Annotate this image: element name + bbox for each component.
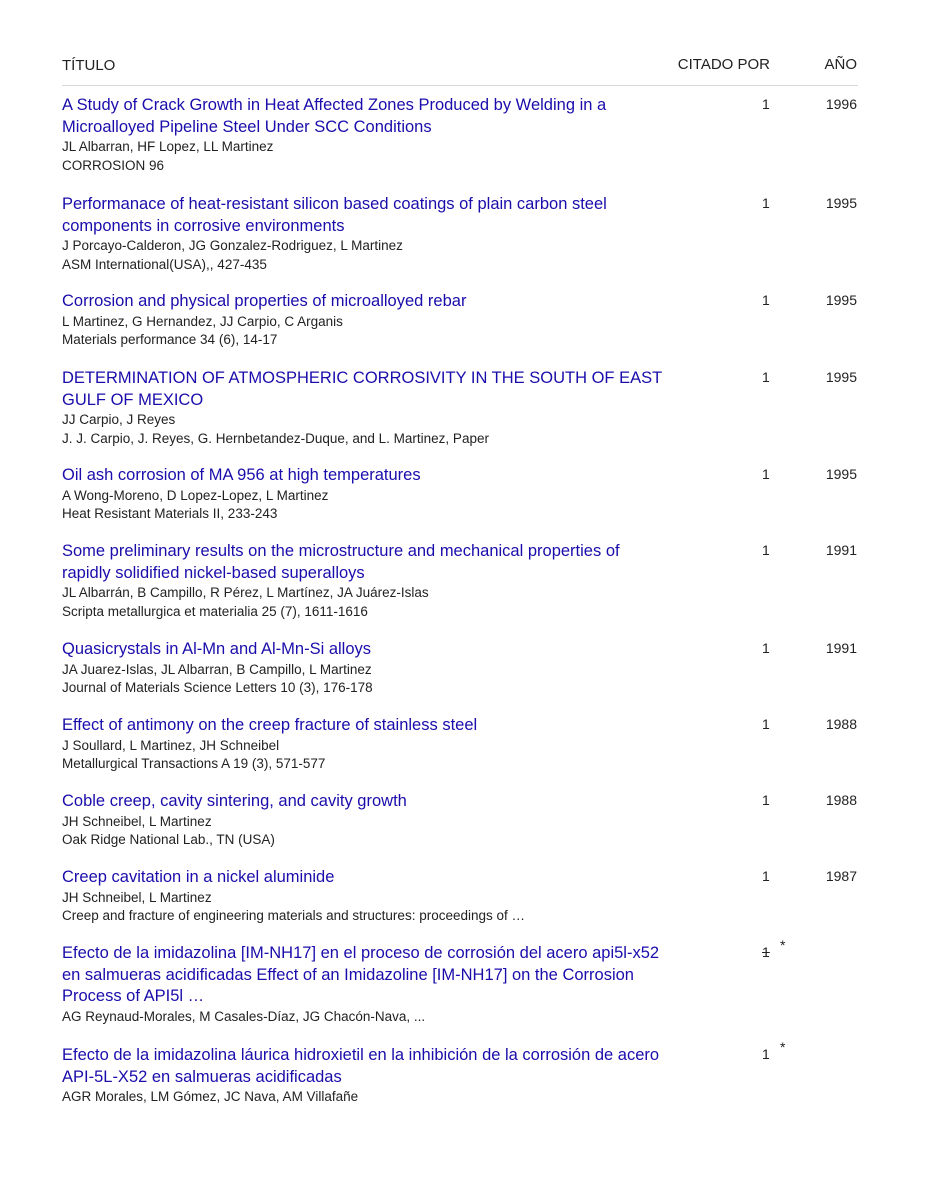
publication-row [62, 465, 858, 524]
publication-title-link[interactable]: Effect of antimony on the creep fracture of stainless steel [62, 716, 478, 734]
publication-title-link[interactable]: A Study of Crack Growth in Heat Affected Zones Produced by Welding in a Microalloyed Pipeline Steel Under SCC Conditions [62, 96, 607, 136]
publication-year: 1987 [825, 868, 857, 884]
publication-year: 1995 [825, 369, 857, 385]
publication-row [62, 1039, 858, 1107]
publication-title-link[interactable]: Corrosion and physical properties of microalloyed rebar [62, 292, 467, 310]
cited-by-count[interactable]: 1 [762, 195, 770, 211]
publication-year: 1995 [825, 195, 857, 211]
merged-citation-marker: * [780, 937, 786, 953]
cited-by-count[interactable]: 1 [762, 369, 770, 385]
publication-row [62, 715, 858, 774]
cited-by-count[interactable]: 1 [762, 292, 770, 308]
publication-year: 1991 [825, 542, 857, 558]
publication-title-link[interactable]: Oil ash corrosion of MA 956 at high temperatures [62, 466, 421, 484]
publication-authors: AG Reynaud-Morales, M Casales-Díaz, JG Chacón-Nava, ... [62, 1008, 426, 1024]
column-header-year[interactable]: AÑO [824, 56, 857, 73]
cited-by-count[interactable]: 1 [762, 868, 770, 884]
publication-row [62, 791, 858, 850]
publication-authors: L Martinez, G Hernandez, JJ Carpio, C Arganis [62, 313, 343, 329]
publication-venue: J. J. Carpio, J. Reyes, G. Hernbetandez-Duque, and L. Martinez, Paper [62, 430, 489, 446]
cited-by-count[interactable]: 1 [762, 716, 770, 732]
merged-citation-marker: * [780, 1039, 786, 1055]
publication-authors: JL Albarrán, B Campillo, R Pérez, L Martínez, JA Juárez-Islas [62, 585, 429, 600]
publication-row [62, 194, 858, 274]
publication-authors: A Wong-Moreno, D Lopez-Lopez, L Martinez [62, 487, 329, 503]
publication-year: 1991 [825, 640, 857, 656]
cited-by-count[interactable]: 1 [762, 640, 770, 656]
publication-venue: Journal of Materials Science Letters 10 (3), 176-178 [62, 680, 373, 695]
publication-authors: JJ Carpio, J Reyes [62, 412, 176, 427]
publication-year: 1995 [825, 292, 857, 308]
publication-venue: Heat Resistant Materials II, 233-243 [62, 506, 278, 521]
cited-by-count[interactable]: 1 [762, 944, 770, 960]
publication-row [62, 937, 858, 1026]
cited-by-count[interactable]: 1 [762, 466, 770, 482]
publication-authors: JH Schneibel, L Martinez [62, 889, 212, 905]
publication-title-link[interactable]: Performanace of heat-resistant silicon based coatings of plain carbon steel components in corrosive environments [62, 195, 607, 235]
publication-venue: Materials performance 34 (6), 14-17 [62, 332, 278, 347]
publication-row [62, 639, 858, 698]
publication-venue: Oak Ridge National Lab., TN (USA) [62, 832, 275, 847]
publication-title-link[interactable]: Quasicrystals in Al-Mn and Al-Mn-Si alloys [62, 640, 372, 658]
publication-title-link[interactable]: Efecto de la imidazolina [IM-NH17] en el proceso de corrosión del acero api5l-x52 en salmueras acidificadas Effect of an Imidazoline [IM-NH17] on the Corrosion Process of API5l … [62, 944, 660, 1005]
publication-year: 1988 [825, 716, 857, 732]
publication-year: 1996 [825, 96, 857, 112]
publication-title-link[interactable]: Some preliminary results on the microstructure and mechanical properties of rapidly solidified nickel-based superalloys [62, 542, 620, 582]
publication-venue: Scripta metallurgica et materialia 25 (7), 1611-1616 [62, 603, 368, 619]
publication-venue: ASM International(USA),, 427-435 [62, 256, 267, 272]
publication-authors: J Porcayo-Calderon, JG Gonzalez-Rodriguez, L Martinez [62, 238, 403, 253]
publication-year: 1988 [825, 792, 857, 808]
publication-row [62, 95, 858, 175]
publication-authors: AGR Morales, LM Gómez, JC Nava, AM Villafañe [62, 1089, 359, 1104]
publication-year: 1995 [825, 466, 857, 482]
publication-title-link[interactable]: DETERMINATION OF ATMOSPHERIC CORROSIVITY IN THE SOUTH OF EAST GULF OF MEXICO [62, 369, 662, 409]
column-header-cited-by[interactable]: CITADO POR [677, 56, 770, 73]
cited-by-count[interactable]: 1 [762, 96, 770, 112]
publication-row [62, 291, 858, 350]
cited-by-count[interactable]: 1 [762, 792, 770, 808]
publication-title-link[interactable]: Coble creep, cavity sintering, and cavity growth [62, 792, 407, 810]
publication-row [62, 541, 858, 621]
publication-venue: CORROSION 96 [62, 157, 165, 173]
publication-title-link[interactable]: Creep cavitation in a nickel aluminide [62, 868, 335, 886]
column-header-title[interactable]: TÍTULO [62, 57, 116, 74]
publication-venue: Metallurgical Transactions A 19 (3), 571-577 [62, 756, 326, 771]
cited-by-count[interactable]: 1 [762, 542, 770, 558]
table-header [62, 56, 858, 86]
publication-row [62, 867, 858, 926]
publication-row [62, 368, 858, 448]
publication-authors: JH Schneibel, L Martinez [62, 813, 212, 829]
publication-authors: J Soullard, L Martinez, JH Schneibel [62, 737, 280, 753]
publication-title-link[interactable]: Efecto de la imidazolina láurica hidroxietil en la inhibición de la corrosión de acero API-5L-X52 en salmueras acidificadas [62, 1046, 660, 1086]
publication-venue: Creep and fracture of engineering materials and structures: proceedings of … [62, 908, 526, 923]
publication-authors: JA Juarez-Islas, JL Albarran, B Campillo, L Martinez [62, 661, 372, 677]
cited-by-count[interactable]: 1 [762, 1046, 770, 1062]
publication-authors: JL Albarran, HF Lopez, LL Martinez [62, 139, 274, 154]
